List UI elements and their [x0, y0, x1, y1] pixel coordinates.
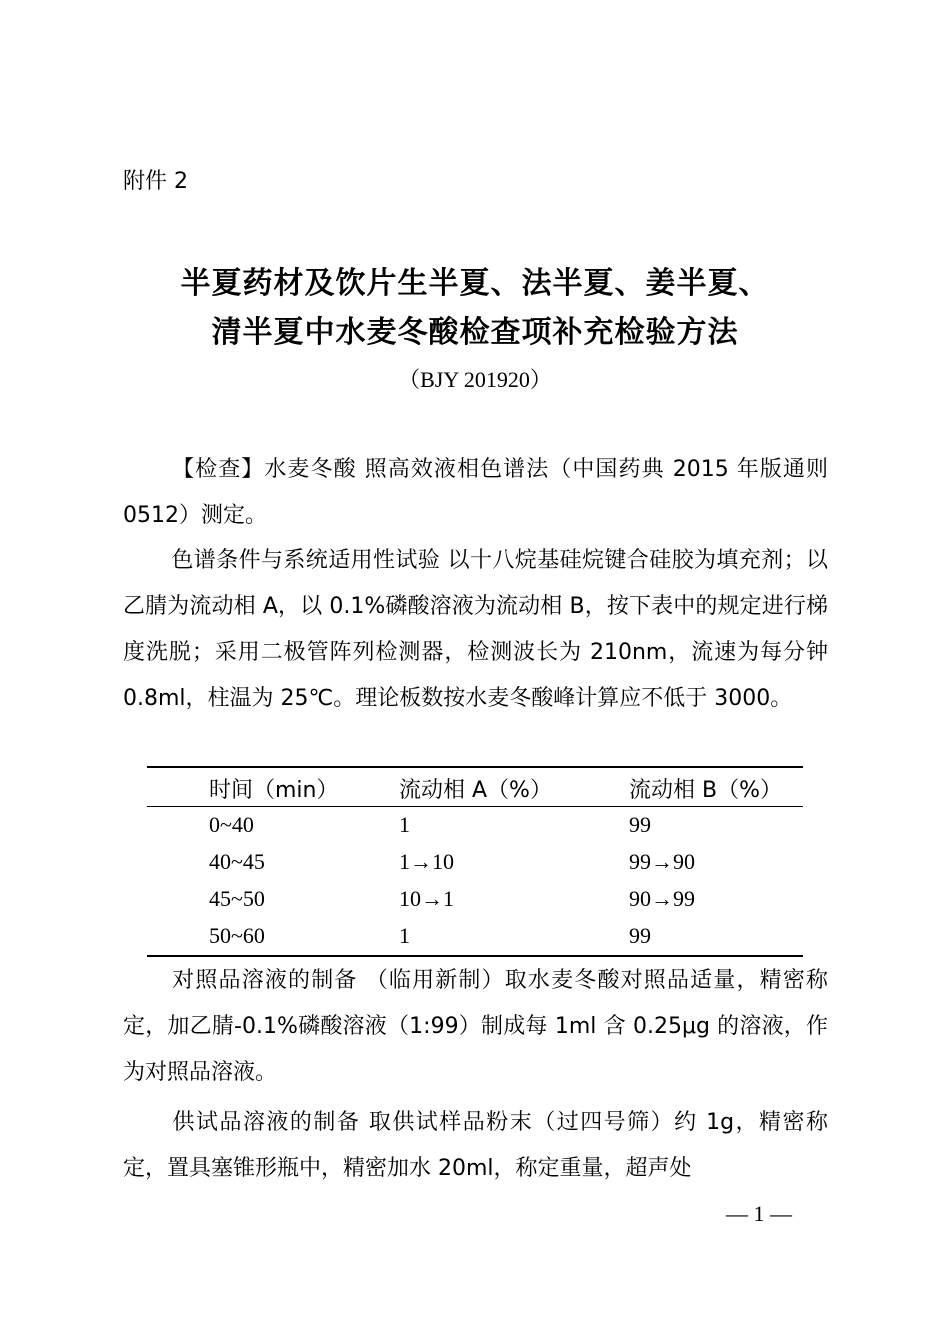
- paragraph-check-text: 【检查】水麦冬酸 照高效液相色谱法（中国药典 2015 年版通则 0512）测定。: [123, 457, 828, 528]
- paragraph-chromatography: [123, 538, 828, 722]
- page-number: — 1 —: [726, 1201, 792, 1226]
- document-title-line-1: 半夏药材及饮片生半夏、法半夏、姜半夏、: [180, 266, 770, 301]
- table-header-phase-a: 流动相 A（%）: [399, 778, 552, 803]
- table-cell-time: 40~45: [209, 849, 265, 874]
- paragraph-reference-solution-text: 对照品溶液的制备 （临用新制）取水麦冬酸对照品适量，精密称定，加乙腈-0.1%磷酸溶液（1:99）制成每 1ml 含 0.25μg 的溶液，作为对照品溶液。: [123, 968, 828, 1085]
- table-row: [147, 844, 803, 881]
- table-row: [147, 918, 803, 955]
- table-header-time: 时间（min）: [209, 778, 339, 803]
- table-cell-time: 50~60: [209, 923, 265, 948]
- table-cell-time: 0~40: [209, 812, 254, 837]
- paragraph-check: [123, 447, 828, 539]
- document-title-line-2: 清半夏中水麦冬酸检查项补充检验方法: [211, 315, 739, 350]
- attachment-label: 附件 2: [123, 169, 188, 194]
- table-cell-phase-a: 1: [399, 923, 410, 948]
- table-row: [147, 881, 803, 918]
- paragraph-sample-solution: [123, 1100, 828, 1192]
- table-cell-phase-b: 99: [629, 923, 651, 948]
- table-cell-phase-a: 1: [399, 812, 410, 837]
- paragraph-sample-solution-text: 供试品溶液的制备 取供试样品粉末（过四号筛）约 1g，精密称定，置具塞锥形瓶中，精密加水 20ml，称定重量，超声处: [123, 1110, 828, 1181]
- table-cell-phase-a: 1→10: [399, 849, 454, 874]
- table-bottom-rule: [147, 955, 803, 957]
- paragraph-chromatography-text: 色谱条件与系统适用性试验 以十八烷基硅烷键合硅胶为填充剂；以乙腈为流动相 A，以 0.1%磷酸溶液为流动相 B，按下表中的规定进行梯度洗脱；采用二极管阵列检测器，检测波长为 210nm，流速为每分钟 0.8ml，柱温为 25℃。理论板数按水麦冬酸峰计算应不低于 3000。: [123, 548, 828, 711]
- table-cell-phase-b: 99→90: [629, 849, 695, 874]
- table-cell-time: 45~50: [209, 886, 265, 911]
- table-cell-phase-b: 99: [629, 812, 651, 837]
- table-header-phase-b: 流动相 B（%）: [629, 778, 782, 803]
- table-cell-phase-a: 10→1: [399, 886, 454, 911]
- paragraph-reference-solution: [123, 958, 828, 1096]
- table-header-row: [147, 768, 803, 806]
- table-row: [147, 807, 803, 844]
- standard-code: （BJY 201920）: [398, 367, 552, 392]
- gradient-table: [147, 766, 803, 957]
- table-cell-phase-b: 90→99: [629, 886, 695, 911]
